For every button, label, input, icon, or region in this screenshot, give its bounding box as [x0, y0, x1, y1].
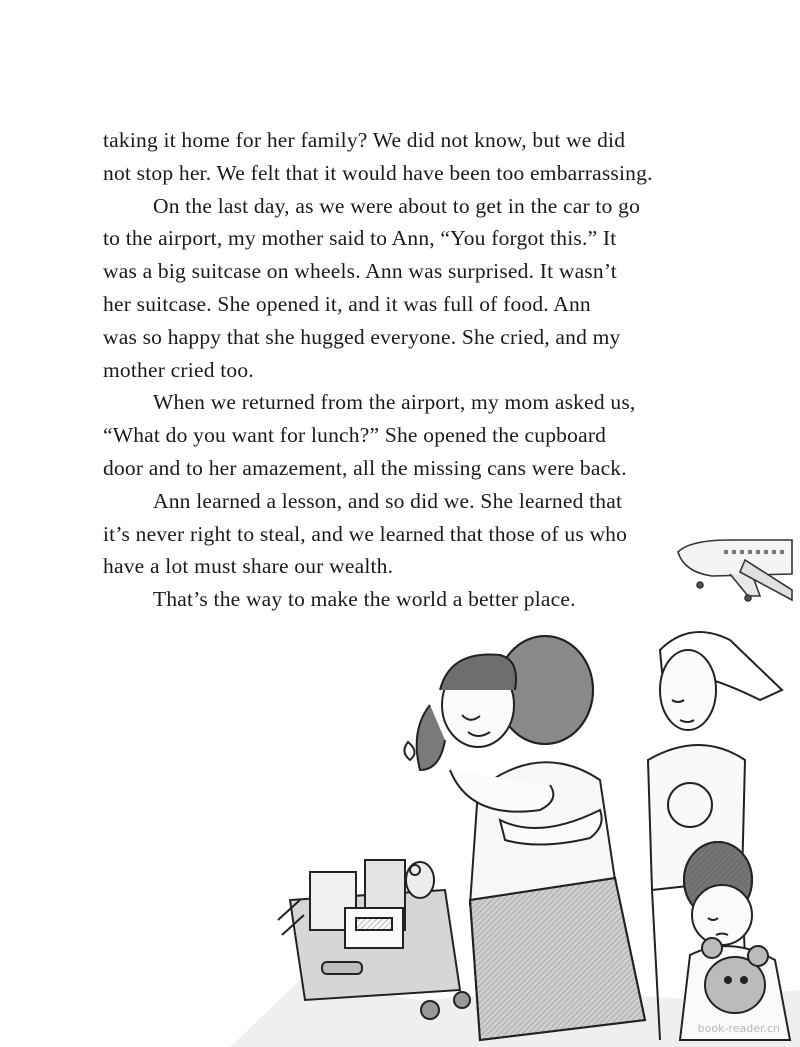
- watermark: book-reader.cn: [697, 1022, 780, 1035]
- story-line: have a lot must share our wealth.: [103, 554, 394, 579]
- story-line: On the last day, as we were about to get in the car to go: [153, 193, 641, 218]
- story-line: was so happy that she hugged everyone. She cried, and my: [103, 324, 621, 349]
- story-line: When we returned from the airport, my mom asked us,: [153, 390, 636, 415]
- child-with-teddy-bear-drawing: [680, 842, 790, 1040]
- story-line: it’s never right to steal, and we learned that those of us who: [103, 521, 628, 546]
- story-line: Ann learned a lesson, and so did we. She learned that: [153, 488, 623, 513]
- story-line: mother cried too.: [103, 357, 254, 382]
- story-line: to the airport, my mother said to Ann, “You forgot this.” It: [103, 226, 617, 251]
- airplane-drawing: [678, 540, 792, 601]
- story-line: “What do you want for lunch?” She opened the cupboard: [103, 423, 607, 448]
- suitcase-drawing: [278, 860, 470, 1019]
- story-line: her suitcase. She opened it, and it was full of food. Ann: [103, 291, 591, 316]
- story-line: was a big suitcase on wheels. Ann was surprised. It wasn’t: [103, 259, 617, 284]
- story-line: door and to her amazement, all the missing cans were back.: [103, 455, 627, 480]
- story-line: That’s the way to make the world a better place.: [153, 587, 576, 612]
- story-line: taking it home for her family? We did not know, but we did: [103, 128, 626, 152]
- story-line: not stop her. We felt that it would have been too embarrassing.: [103, 160, 653, 185]
